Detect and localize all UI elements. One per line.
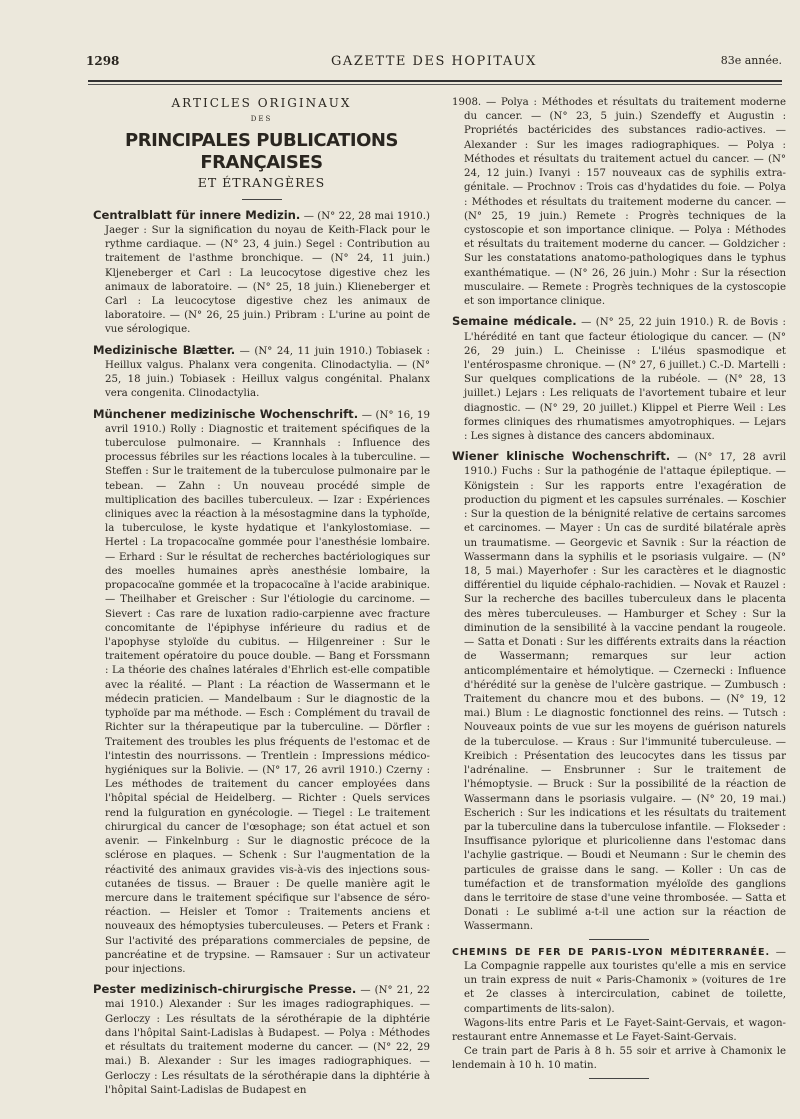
entry-text: — (N° 24, 11 juin 1910.) Tobiasek : Heillux valgus. Phalanx vera congenita. Clinodactylia. — (N° 25, 18 juin.) Tobiasek : Heillux valgus congénital. Phalanx vera congenita. Clinodactylia. — [105, 345, 430, 400]
left-column — [93, 96, 430, 1098]
entry-text: 1908. — Polya : Méthodes et résultats du traitement moderne du cancer. — (N° 23, 5 juin.) Szendeffy et Augustin : Propriétés bactéricides des substances radio-actives. — Alexander : Sur les images radiographiques. — Polya : Méthodes et résultats du traitement actuel du cancer. — (N° 24, 12 juin.) Ivanyi : 157 nouveaux cas de syphilis extra-génitale. — Prochnov : Trois cas d'hydatides du foie. — Polya : Méthodes et résultats du traitement moderne du cancer. — (N° 25, 19 juin.) Remete : Progrès techniques de la cystoscopie et son importance clinique. — Polya : Méthodes et résultats du traitement moderne du cancer. — Goldzicher : Sur les constatations anatomo-pathologiques dans le typhus exanthématique. — (N° 26, 26 juin.) Mohr : Sur la résection musculaire. — Remete : Progrès techniques de la cystoscopie et son importance clinique. — [452, 97, 786, 308]
header-rule-thin — [88, 84, 782, 85]
page-number: 1298 — [86, 54, 120, 68]
notice-divider-top — [589, 939, 649, 940]
page-header — [86, 54, 782, 72]
journal-name: Centralblatt für innere Medizin. — [93, 207, 301, 222]
entry-text: — (N° 17, 28 avril 1910.) Fuchs : Sur la pathogénie de l'attaque épileptique. — Königstein : Sur les rapports entre l'exagération de production du pigment et les capsules surrénales. — Koschier : Sur la question de la bénignité relative de certains sarcomes et carcinomes. — Mayer : Un cas de surdité bilatérale après un traumatisme. — Georgevic et Savnik : Sur la réaction de Wassermann dans la syphilis et le psoriasis vulgaire. — (N° 18, 5 mai.) Mayerhofer : Sur les caractères et le diagnostic différentiel du liquide céphalo-rachidien. — Novak et Rauzel : Sur la recherche des bacilles tuberculeux dans le placenta des mères tuberculeuses. — Hamburger et Schey : Sur la diminution de la sensibilité à la vaccine pendant la rougeole. — Satta et Donati : Sur les différents extraits dans la réaction de Wassermann; remarques sur leur action anticomplémentaire et hémolytique. — Czernecki : Influence d'hérédité sur la genèse de l'ulcère gastrique. — Zumbusch : Traitement du chancre mou et des bubons. — (N° 19, 12 mai.) Blum : Le diagnostic fonctionnel des reins. — Tutsch : Nouveaux points de vue sur les moyens de guérison naturels de la tuberculose. — Kraus : Sur l'immunité tuberculeuse. — Kreibich : Présentation des leucocytes dans les tissus par l'adrénaline. — Ensbrunner : Sur le traitement de l'hémoptysie. — Bruck : Sur la possibilité de la réaction de Wassermann dans le psoriasis vulgaire. — (N° 20, 19 mai.) Escherich : Sur les indications et les résultats du traitement par la tuberculine dans la tuberculose infantile. — Flokseder : Insuffisance pylorique et pluricolienne dans l'estomac dans l'achylie gastrique. — Boudi et Neumann : Sur le chemin des particules de graisse dans le sang. — Koller : Un cas de tuméfaction et de transformation myéloïde des ganglions dans le territoire de stase d'une veine thrombosée. — Satta et Donati : Le sublimé a-t-il une action sur la réaction de Wassermann. — [464, 452, 786, 933]
section-heading-line4: ET ÉTRANGÈRES — [197, 175, 326, 191]
entry-text: — (N° 21, 22 mai 1910.) Alexander : Sur les images radiographiques. — Gerloczy : Les résultats de la sérothérapie de la diphtérie dans l'hôpital Saint-Ladislas à Budapest. — Polya : Méthodes et résultats du traitement moderne du cancer. — (N° 22, 29 mai.) B. Alexander : Sur les images radiographiques. — Gerloczy : Les résultats de la sérothérapie dans la diphtérie à l'hôpital Saint-Ladislas de Budapest en — [105, 985, 430, 1096]
notice-divider-bottom — [589, 1078, 649, 1079]
journal-title: GAZETTE DES HOPITAUX — [331, 54, 537, 69]
section-heading-line1: ARTICLES ORIGINAUX — [171, 96, 352, 110]
entry-text: — (N° 16, 19 avril 1910.) Rolly : Diagnostic et traitement spécifiques de la tuberculose pulmonaire. — Krannhals : Influence des processus fébriles sur les réactions locales à la tuberculine. — Steffen : Sur le traitement de la tuberculose pulmonaire par le tebean. — Zahn : Un nouveau procédé simple de multiplication des bacilles tuberculeux. — Izar : Expériences cliniques avec la réaction à la mésostagmine dans la typhoïde, la tuberculose, le kyste hydatique et l'ankylostomiase. — Hertel : La tropacocaïne gommée pour l'anesthésie lombaire. — Erhard : Sur le résultat de recherches bactériologiques sur des moelles humaines après anesthésie lombaire, la propacocaïne gommée et la tropacocaïne à l'acide arabinique. — Theilhaber et Greischer : Sur l'étiologie du carcinome. — Sievert : Cas rare de luxation radio-carpienne avec fracture concomitante de l'épiphyse inférieure du radius et de l'apophyse styloïde du cubitus. — Hilgenreiner : Sur le traitement opératoire du pouce double. — Bang et Forssmann : La théorie des chaînes latérales d'Ehrlich est-elle compatible avec la réalité. — Plant : La réaction de Wassermann et le médecin praticien. — Mandelbaum : Sur le diagnostic de la typhoïde par ma méthode. — Esch : Complément du travail de Richter sur la thérapeutique par la tuberculine. — Dörfler : Traitement des troubles les plus fréquents de l'estomac et de l'intestin des nourrissons. — Trentlein : Impressions médico-hygiéniques sur la Bolivie. — (N° 17, 26 avril 1910.) Czerny : Les méthodes de traitement du cancer employées dans l'hôpital spécial de Heidelberg. — Richter : Quels services rend la fulguration en gynécologie. — Tiegel : Le traitement chirurgical du cancer de l'œsophage; son état actuel et son avenir. — Finkelnburg : Sur le diagnostic précoce de la sclérose en plaques. — Schenk : Sur l'augmentation de la réactivité des animaux gravides vis-à-vis des injections sous-cutanées de tissus. — Brauer : De quelle manière agit le mercure dans le traitement spécifique sur l'absence de séro-réaction. — Heisler et Tomor : Traitements anciens et nouveaux des hémoptysies tuberculeuses. — Peters et Frank : Sur l'activité des préparations commerciales de pepsine, de pancréatine et de trypsine. — Ramsauer : Sur un activateur pour injections. — [105, 409, 430, 976]
notice-paragraph: Wagons-lits entre Paris et Le Fayet-Saint-Gervais, et wagon-restaurant entre Annemasse et Le Fayet-Saint-Gervais. — [452, 1017, 786, 1043]
journal-entry — [93, 982, 430, 1098]
year-label: 83e année. — [720, 54, 782, 67]
header-rule-thick — [88, 80, 782, 82]
journal-entry-continued — [452, 96, 786, 309]
notice-paragraph: Ce train part de Paris à 8 h. 55 soir et arrive à Chamonix le lendemain à 10 h. 10 matin. — [452, 1046, 786, 1072]
railway-notice — [452, 946, 786, 1017]
journal-name: Wiener klinische Wochenschrift. — [452, 449, 671, 464]
journal-entry — [452, 449, 786, 934]
entry-text: — (N° 22, 28 mai 1910.) Jaeger : Sur la signification du noyau de Keith-Flack pour le rythme cardiaque. — (N° 23, 4 juin.) Segel : Contribution au traitement de l'asthme bronchique. — (N° 24, 11 juin.) Kljeneberger et Carl : La leucocytose digestive chez les animaux de laboratoire. — (N° 25, 18 juin.) Klieneberger et Carl : La leucocytose digestive chez les animaux de laboratoire. — (N° 26, 25 juin.) Pribram : L'urine au point de vue sérologique. — [105, 210, 430, 336]
journal-entry — [452, 314, 786, 444]
journal-entry — [93, 343, 430, 402]
heading-divider — [242, 199, 282, 200]
notice-text: — La Compagnie rappelle aux touristes qu'elle a mis en service un train express de nuit « Paris-Chamonix » (voitures de 1re et 2e classes à intercirculation, cabinet de toilette, compartiments de lits-salon). — [464, 946, 786, 1015]
journal-name: Semaine médicale. — [452, 314, 577, 329]
journal-entry — [93, 407, 430, 978]
journal-name: Pester medizinisch-chirurgische Presse. — [93, 982, 357, 997]
section-heading-line2: DES — [250, 115, 273, 124]
journal-name: Medizinische Blætter. — [93, 342, 236, 357]
entry-text: — (N° 25, 22 juin 1910.) R. de Bovis : L'hérédité en tant que facteur étiologique du cancer. — (N° 26, 29 juin.) L. Cheinisse : L'iléus spasmodique et l'entérospasme chronique. — (N° 27, 6 juillet.) C.-D. Martelli : Sur quelques complications de la rubéole. — (N° 28, 13 juillet.) Lejars : Les reliquats de l'avortement tubaire et leur diagnostic. — (N° 29, 20 juillet.) Klippel et Pierre Weil : Les formes cliniques des rhumatismes amyotrophiques. — Lejars : Les signes à distance des cancers abdominaux. — [464, 317, 786, 443]
right-column — [452, 96, 786, 1085]
section-heading-line3: PRINCIPALES PUBLICATIONS FRANÇAISES — [125, 130, 398, 174]
journal-entry — [93, 208, 430, 338]
journal-name: Münchener medizinische Wochenschrift. — [93, 406, 359, 421]
notice-title: CHEMINS DE FER DE PARIS-LYON MÉDITERRANÉE. — [452, 946, 771, 958]
